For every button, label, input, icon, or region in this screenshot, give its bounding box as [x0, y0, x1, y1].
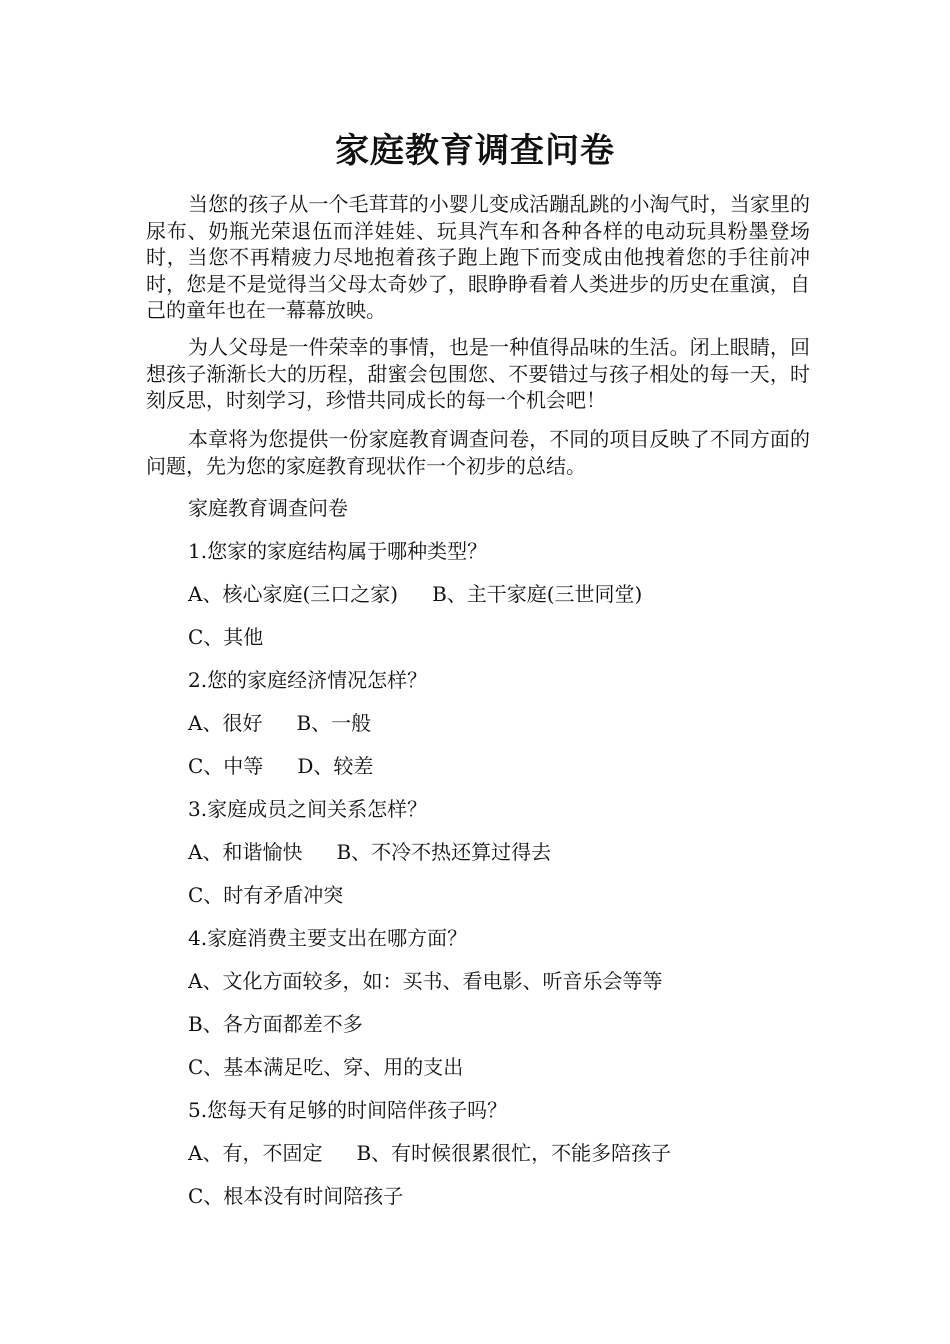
option-text: B、有时候很累很忙，不能多陪孩子 — [356, 1141, 672, 1165]
question-1-options-row-1 — [188, 580, 642, 608]
document-title: 家庭教育调查问卷 — [335, 131, 615, 171]
question-2-options-row-1 — [188, 709, 371, 737]
option-text: D、较差 — [297, 754, 374, 778]
option-text: C、其他 — [188, 625, 264, 649]
option-text: C、时有矛盾冲突 — [188, 883, 344, 907]
option-text: A、很好 — [188, 711, 263, 735]
question-4-option-c: C、基本满足吃、穿、用的支出 — [188, 1055, 464, 1079]
option-text: A、核心家庭(三口之家) — [188, 582, 399, 606]
question-1: 1.您家的家庭结构属于哪种类型？ — [188, 539, 488, 563]
option-text: A、和谐愉快 — [188, 840, 303, 864]
option-text: C、根本没有时间陪孩子 — [188, 1184, 404, 1208]
question-3-options-row-1 — [188, 838, 551, 866]
question-4-option-a: A、文化方面较多，如：买书、看电影、听音乐会等等 — [188, 969, 663, 993]
intro-paragraph-3: 本章将为您提供一份家庭教育调查问卷，不同的项目反映了不同方面的问题，先为您的家庭教育现状作一个初步的总结。 — [146, 427, 810, 478]
question-1-options-row-2 — [188, 623, 263, 651]
survey-subtitle: 家庭教育调查问卷 — [188, 496, 348, 520]
question-3: 3.家庭成员之间关系怎样？ — [188, 797, 428, 821]
option-text: B、一般 — [296, 711, 372, 735]
question-5-options-row-2 — [188, 1182, 403, 1210]
question-2-options-row-2 — [188, 752, 373, 780]
question-5-options-row-1 — [188, 1139, 671, 1167]
question-2: 2.您的家庭经济情况怎样？ — [188, 668, 428, 692]
question-3-options-row-2 — [188, 881, 343, 909]
option-text: C、中等 — [188, 754, 264, 778]
question-4-option-b: B、各方面都差不多 — [188, 1012, 363, 1036]
question-4: 4.家庭消费主要支出在哪方面？ — [188, 926, 468, 950]
option-text: A、有，不固定 — [188, 1141, 323, 1165]
question-5: 5.您每天有足够的时间陪伴孩子吗？ — [188, 1098, 508, 1122]
option-text: B、不冷不热还算过得去 — [336, 840, 552, 864]
intro-paragraph-1: 当您的孩子从一个毛茸茸的小婴儿变成活蹦乱跳的小淘气时，当家里的尿布、奶瓶光荣退伍而洋娃娃、玩具汽车和各种各样的电动玩具粉墨登场时，当您不再精疲力尽地抱着孩子跑上跑下而变成由他拽着您的手往前冲时，您是不是觉得当父母太奇妙了，眼睁睁看着人类进步的历史在重演，自己的童年也在一幕幕放映。 — [146, 192, 810, 322]
intro-paragraph-2: 为人父母是一件荣幸的事情，也是一种值得品味的生活。闭上眼睛，回想孩子渐渐长大的历程，甜蜜会包围您、不要错过与孩子相处的每一天，时刻反思，时刻学习，珍惜共同成长的每一个机会吧！ — [146, 335, 810, 412]
option-text: B、主干家庭(三世同堂) — [432, 582, 643, 606]
